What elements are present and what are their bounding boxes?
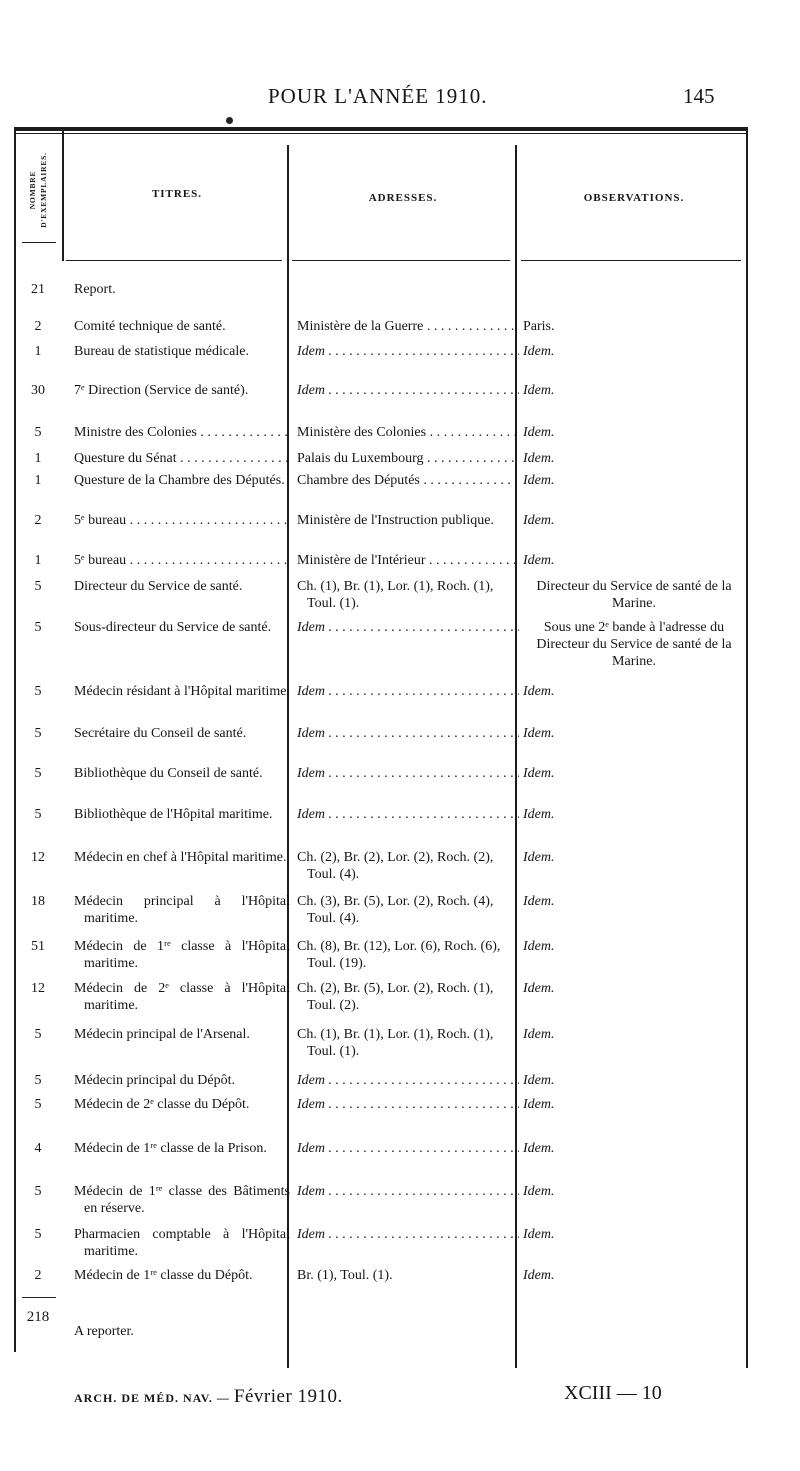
row-title xyxy=(74,1183,290,1217)
row-address-text: Idem . . . xyxy=(297,1184,519,1199)
row-title xyxy=(74,1026,290,1043)
row-title-text: 7ᵉ Direction (Service de santé). xyxy=(74,383,249,398)
row-title xyxy=(74,893,290,927)
row-title xyxy=(74,765,290,782)
row-observation: Idem. xyxy=(523,939,555,954)
table-top-rule xyxy=(14,127,748,131)
row-observation: Idem. xyxy=(523,383,555,398)
row-title-text: Bibliothèque de l'Hôpital maritime. xyxy=(74,807,273,822)
row-observation: Idem. xyxy=(523,425,555,440)
report-in-label: Report. xyxy=(74,282,116,297)
row-address xyxy=(297,552,519,569)
row-count: 5 xyxy=(34,1027,42,1042)
row-title-text: 5ᵉ bureau . . . xyxy=(74,513,290,528)
row-title-text: Médecin de 1ʳᵉ classe du Dépôt. xyxy=(74,1268,253,1283)
count-column-head xyxy=(18,140,58,240)
row-address xyxy=(297,806,519,823)
row-address-text: Ministère de l'Intérieur . . . xyxy=(297,553,519,568)
row-title-text: Médecin de 2ᵉ classe à l'Hôpital maritime. xyxy=(74,981,290,1013)
row-address xyxy=(297,1140,519,1157)
row-observation: Idem. xyxy=(523,1027,555,1042)
row-address xyxy=(297,382,519,399)
row-count: 5 xyxy=(34,1184,42,1199)
row-observation: Idem. xyxy=(523,850,555,865)
report-out-count: 218 xyxy=(26,1309,50,1325)
total-rule xyxy=(22,1297,56,1298)
row-observation: Idem. xyxy=(523,684,555,699)
row-address-text: Idem . . . xyxy=(297,807,519,822)
row-address-text: Ch. (2), Br. (5), Lor. (2), Roch. (1), Toul. (2). xyxy=(297,981,494,1013)
row-address xyxy=(297,849,519,883)
count-head-line2: D'EXEMPLAIRES. xyxy=(39,152,48,228)
row-title-text: Médecin résidant à l'Hôpital maritime. xyxy=(74,684,290,699)
row-address-text: Idem . . . xyxy=(297,1097,519,1112)
row-address-text: Ch. (8), Br. (12), Lor. (6), Roch. (6), Toul. (19). xyxy=(297,939,501,971)
footer xyxy=(0,1382,800,1408)
row-title-text: Médecin principal de l'Arsenal. xyxy=(74,1027,250,1042)
running-title: POUR L'ANNÉE 1910. xyxy=(268,84,488,108)
row-address-text: Idem . . . xyxy=(297,344,519,359)
row-count: 5 xyxy=(34,579,42,594)
row-title xyxy=(74,382,290,399)
row-address-text: Idem . . . xyxy=(297,766,519,781)
row-address xyxy=(297,765,519,782)
row-address-text: Idem . . . xyxy=(297,726,519,741)
row-address-text: Ch. (1), Br. (1), Lor. (1), Roch. (1), Toul. (1). xyxy=(297,579,494,611)
table-left-border xyxy=(14,127,16,1352)
row-address xyxy=(297,343,519,360)
row-address xyxy=(297,1026,519,1060)
row-title-text: Médecin principal du Dépôt. xyxy=(74,1073,235,1088)
row-title-text: Comité technique de santé. xyxy=(74,319,226,334)
row-count: 5 xyxy=(34,684,42,699)
row-count: 5 xyxy=(34,425,42,440)
row-address xyxy=(297,450,519,467)
row-title xyxy=(74,450,290,467)
page-number: 145 xyxy=(683,84,715,108)
row-address-text: Ministère de la Guerre . . . xyxy=(297,319,519,334)
row-title xyxy=(74,725,290,742)
row-address xyxy=(297,424,519,441)
table-top-rule-thin xyxy=(14,133,748,134)
row-title-text: Médecin en chef à l'Hôpital maritime. xyxy=(74,850,287,865)
row-title-text: Médecin principal à l'Hôpital maritime. xyxy=(74,894,290,926)
row-count: 12 xyxy=(31,981,45,996)
row-count: 5 xyxy=(34,1073,42,1088)
row-count: 2 xyxy=(34,319,42,334)
row-observation: Sous une 2ᵉ bande à l'adresse du Directeur du Service de santé de la Marine. xyxy=(536,620,732,669)
count-head-line1: NOMBRE xyxy=(28,170,37,210)
row-title-text: Bureau de statistique médicale. xyxy=(74,344,249,359)
row-observation: Idem. xyxy=(523,1227,555,1242)
footer-journal-line xyxy=(74,1386,343,1408)
row-title xyxy=(74,938,290,972)
row-title xyxy=(74,318,290,335)
row-observation: Paris. xyxy=(523,319,555,334)
row-address xyxy=(297,938,519,972)
row-count: 1 xyxy=(34,473,42,488)
row-observation: Idem. xyxy=(523,1073,555,1088)
row-address xyxy=(297,512,519,529)
row-observation: Idem. xyxy=(523,807,555,822)
observations-column-head: OBSERVATIONS. xyxy=(583,192,685,204)
row-title xyxy=(74,683,290,700)
header-underline-addresses xyxy=(292,260,510,261)
row-count: 1 xyxy=(34,344,42,359)
row-count: 5 xyxy=(34,726,42,741)
ink-dot xyxy=(226,117,233,124)
header-underline-observations xyxy=(521,260,741,261)
row-title xyxy=(74,512,290,529)
row-observation: Idem. xyxy=(523,894,555,909)
row-address-text: Ch. (2), Br. (2), Lor. (2), Roch. (2), Toul. (4). xyxy=(297,850,494,882)
row-title-text: Questure de la Chambre des Députés. xyxy=(74,473,285,488)
row-address xyxy=(297,980,519,1014)
addresses-column-head: ADRESSES. xyxy=(368,192,438,204)
row-address-text: Idem . . . xyxy=(297,1227,519,1242)
row-observation: Idem. xyxy=(523,473,555,488)
row-observation: Directeur du Service de santé de la Marine. xyxy=(536,579,732,611)
row-count: 1 xyxy=(34,553,42,568)
running-head xyxy=(0,84,800,116)
row-address xyxy=(297,1072,519,1089)
row-address xyxy=(297,318,519,335)
row-address-text: Idem . . . xyxy=(297,1073,519,1088)
row-title xyxy=(74,1267,290,1284)
row-address-text: Idem . . . xyxy=(297,1141,519,1156)
row-title-text: Médecin de 1ʳᵉ classe à l'Hôpital maritime. xyxy=(74,939,290,971)
header-underline-titles xyxy=(66,260,282,261)
row-count: 5 xyxy=(34,1227,42,1242)
row-address-text: Idem . . . xyxy=(297,684,519,699)
row-title-text: Questure du Sénat . . . xyxy=(74,451,290,466)
count-column-divider xyxy=(62,131,64,261)
titles-column-head: TITRES. xyxy=(151,188,203,200)
row-title-text: Médecin de 1ʳᵉ classe des Bâtiments en réserve. xyxy=(74,1184,290,1216)
row-address xyxy=(297,725,519,742)
row-observation: Idem. xyxy=(523,1184,555,1199)
row-observation: Idem. xyxy=(523,766,555,781)
row-address xyxy=(297,1226,519,1243)
report-in-count: 21 xyxy=(31,282,45,297)
row-address xyxy=(297,1096,519,1113)
row-title xyxy=(74,424,290,441)
row-title xyxy=(74,806,290,823)
row-address xyxy=(297,893,519,927)
row-count: 2 xyxy=(34,1268,42,1283)
row-observation: Idem. xyxy=(523,451,555,466)
row-address xyxy=(297,619,519,636)
row-title xyxy=(74,1140,290,1157)
row-title-text: Sous-directeur du Service de santé. xyxy=(74,620,272,635)
row-title-text: Directeur du Service de santé. xyxy=(74,579,243,594)
row-title-text: 5ᵉ bureau . . . xyxy=(74,553,290,568)
row-title-text: Ministre des Colonies . . . xyxy=(74,425,290,440)
row-address-text: Palais du Luxembourg . . . xyxy=(297,451,519,466)
row-observation: Idem. xyxy=(523,981,555,996)
row-title xyxy=(74,472,290,489)
row-title-text: Pharmacien comptable à l'Hôpital maritime. xyxy=(74,1227,290,1259)
row-title xyxy=(74,849,290,866)
row-address-text: Idem . . . xyxy=(297,620,519,635)
row-count: 5 xyxy=(34,807,42,822)
row-address xyxy=(297,472,519,489)
row-count: 2 xyxy=(34,513,42,528)
row-address-text: Chambre des Députés . . . xyxy=(297,473,519,488)
row-title xyxy=(74,1226,290,1260)
row-address xyxy=(297,578,519,612)
row-count: 12 xyxy=(31,850,45,865)
row-address-text: Br. (1), Toul. (1). xyxy=(297,1268,393,1283)
row-title xyxy=(74,578,290,595)
row-address-text: Ch. (1), Br. (1), Lor. (1), Roch. (1), Toul. (1). xyxy=(297,1027,494,1059)
row-count: 18 xyxy=(31,894,45,909)
row-observation: Idem. xyxy=(523,344,555,359)
table-right-border xyxy=(746,131,748,1368)
row-address xyxy=(297,1267,519,1284)
row-title xyxy=(74,1072,290,1089)
row-title xyxy=(74,552,290,569)
row-observation: Idem. xyxy=(523,513,555,528)
row-count: 5 xyxy=(34,620,42,635)
row-count: 1 xyxy=(34,451,42,466)
row-observation: Idem. xyxy=(523,1097,555,1112)
row-count: 4 xyxy=(34,1141,42,1156)
header-underline-count xyxy=(22,242,56,243)
row-title-text: Bibliothèque du Conseil de santé. xyxy=(74,766,263,781)
row-observation: Idem. xyxy=(523,726,555,741)
row-title-text: Médecin de 2ᵉ classe du Dépôt. xyxy=(74,1097,250,1112)
row-title-text: Médecin de 1ʳᵉ classe de la Prison. xyxy=(74,1141,267,1156)
row-observation: Idem. xyxy=(523,1141,555,1156)
row-address xyxy=(297,683,519,700)
footer-signature: XCIII — 10 xyxy=(564,1382,662,1404)
footer-journal: ARCH. DE MÉD. NAV. — xyxy=(74,1391,230,1405)
row-title xyxy=(74,343,290,360)
row-observation: Idem. xyxy=(523,553,555,568)
row-count: 5 xyxy=(34,1097,42,1112)
report-out-label: A reporter. xyxy=(74,1324,134,1339)
footer-month: Février 1910. xyxy=(233,1386,343,1407)
row-address-text: Ch. (3), Br. (5), Lor. (2), Roch. (4), Toul. (4). xyxy=(297,894,494,926)
row-address-text: Ministère des Colonies . . . xyxy=(297,425,519,440)
row-title-text: Secrétaire du Conseil de santé. xyxy=(74,726,247,741)
row-count: 51 xyxy=(31,939,45,954)
row-title xyxy=(74,1096,290,1113)
row-title xyxy=(74,980,290,1014)
row-count: 30 xyxy=(31,383,45,398)
row-title xyxy=(74,619,290,636)
row-observation: Idem. xyxy=(523,1268,555,1283)
row-address-text: Idem . . . xyxy=(297,383,519,398)
row-address-text: Ministère de l'Instruction publique. xyxy=(297,513,494,528)
row-address xyxy=(297,1183,519,1200)
row-count: 5 xyxy=(34,766,42,781)
